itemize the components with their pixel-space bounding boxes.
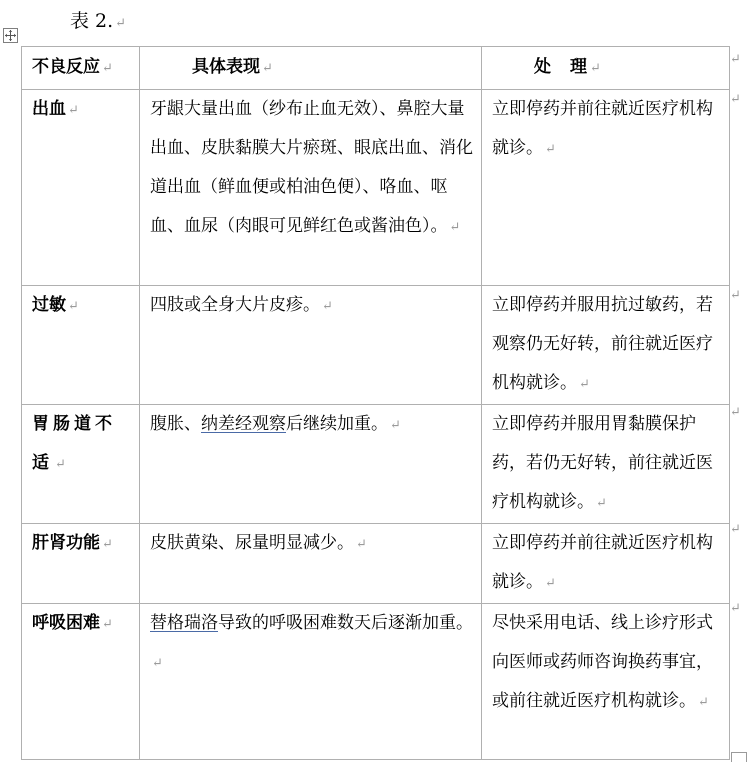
four-arrow-move-icon bbox=[4, 29, 17, 42]
symptom-cell: 牙龈大量出血（纱布止血无效）、鼻腔大量出血、皮肤黏膜大片瘀斑、眼底出血、消化道出血（鲜血便或柏油色便）、咯血、呕血、血尿（肉眼可见鲜红色或酱油色）。 ↵ bbox=[140, 90, 482, 286]
action-cell: 立即停药并服用胃黏膜保护药，若仍无好转，前往就近医疗机构就诊。 ↵ bbox=[482, 405, 730, 524]
action-cell: 立即停药并前往就近医疗机构就诊。 ↵ bbox=[482, 524, 730, 604]
header-symptom: 具体表现 ↵ bbox=[140, 47, 482, 90]
reaction-cell: 呼吸困难 ↵ bbox=[22, 604, 140, 760]
table-row bbox=[22, 604, 730, 760]
header-action: 处 理 ↵ bbox=[482, 47, 730, 90]
underlined-term: 替格瑞洛 bbox=[150, 613, 218, 633]
underlined-term: 纳差经观察 bbox=[201, 414, 286, 434]
table-header-row bbox=[22, 47, 730, 90]
row-end-mark: ↵ bbox=[730, 92, 741, 107]
action-cell: 尽快采用电话、线上诊疗形式向医师或药师咨询换药事宜，或前往就近医疗机构就诊。 ↵ bbox=[482, 604, 730, 760]
row-end-mark: ↵ bbox=[730, 405, 741, 420]
action-cell: 立即停药并服用抗过敏药，若观察仍无好转，前往就近医疗机构就诊。 ↵ bbox=[482, 286, 730, 405]
table-row bbox=[22, 524, 730, 604]
caption-text: 表 2. bbox=[70, 10, 114, 32]
row-end-mark: ↵ bbox=[730, 52, 741, 67]
row-end-mark: ↵ bbox=[730, 601, 741, 616]
symptom-cell: 四肢或全身大片皮疹。 ↵ bbox=[140, 286, 482, 405]
symptom-cell: 腹胀、纳差经观察后继续加重。 ↵ bbox=[140, 405, 482, 524]
paragraph-mark: ↵ bbox=[115, 16, 127, 31]
table-move-handle-icon[interactable] bbox=[3, 28, 18, 43]
table-row bbox=[22, 90, 730, 286]
row-end-mark: ↵ bbox=[730, 288, 741, 303]
row-end-mark: ↵ bbox=[730, 522, 741, 537]
reaction-cell: 过敏 ↵ bbox=[22, 286, 140, 405]
symptom-cell: 替格瑞洛导致的呼吸困难数天后逐渐加重。↵ bbox=[140, 604, 482, 760]
table-row bbox=[22, 405, 730, 524]
table-caption bbox=[70, 8, 126, 37]
reaction-cell: 出血 ↵ bbox=[22, 90, 140, 286]
symptom-cell: 皮肤黄染、尿量明显减少。 ↵ bbox=[140, 524, 482, 604]
reaction-cell: 胃肠道不适 ↵ bbox=[22, 405, 140, 524]
reaction-cell: 肝肾功能 ↵ bbox=[22, 524, 140, 604]
table-row bbox=[22, 286, 730, 405]
table-resize-handle-icon[interactable] bbox=[731, 752, 747, 762]
action-cell: 立即停药并前往就近医疗机构就诊。 ↵ bbox=[482, 90, 730, 286]
adverse-reaction-table bbox=[21, 46, 730, 760]
header-reaction: 不良反应 ↵ bbox=[22, 47, 140, 90]
